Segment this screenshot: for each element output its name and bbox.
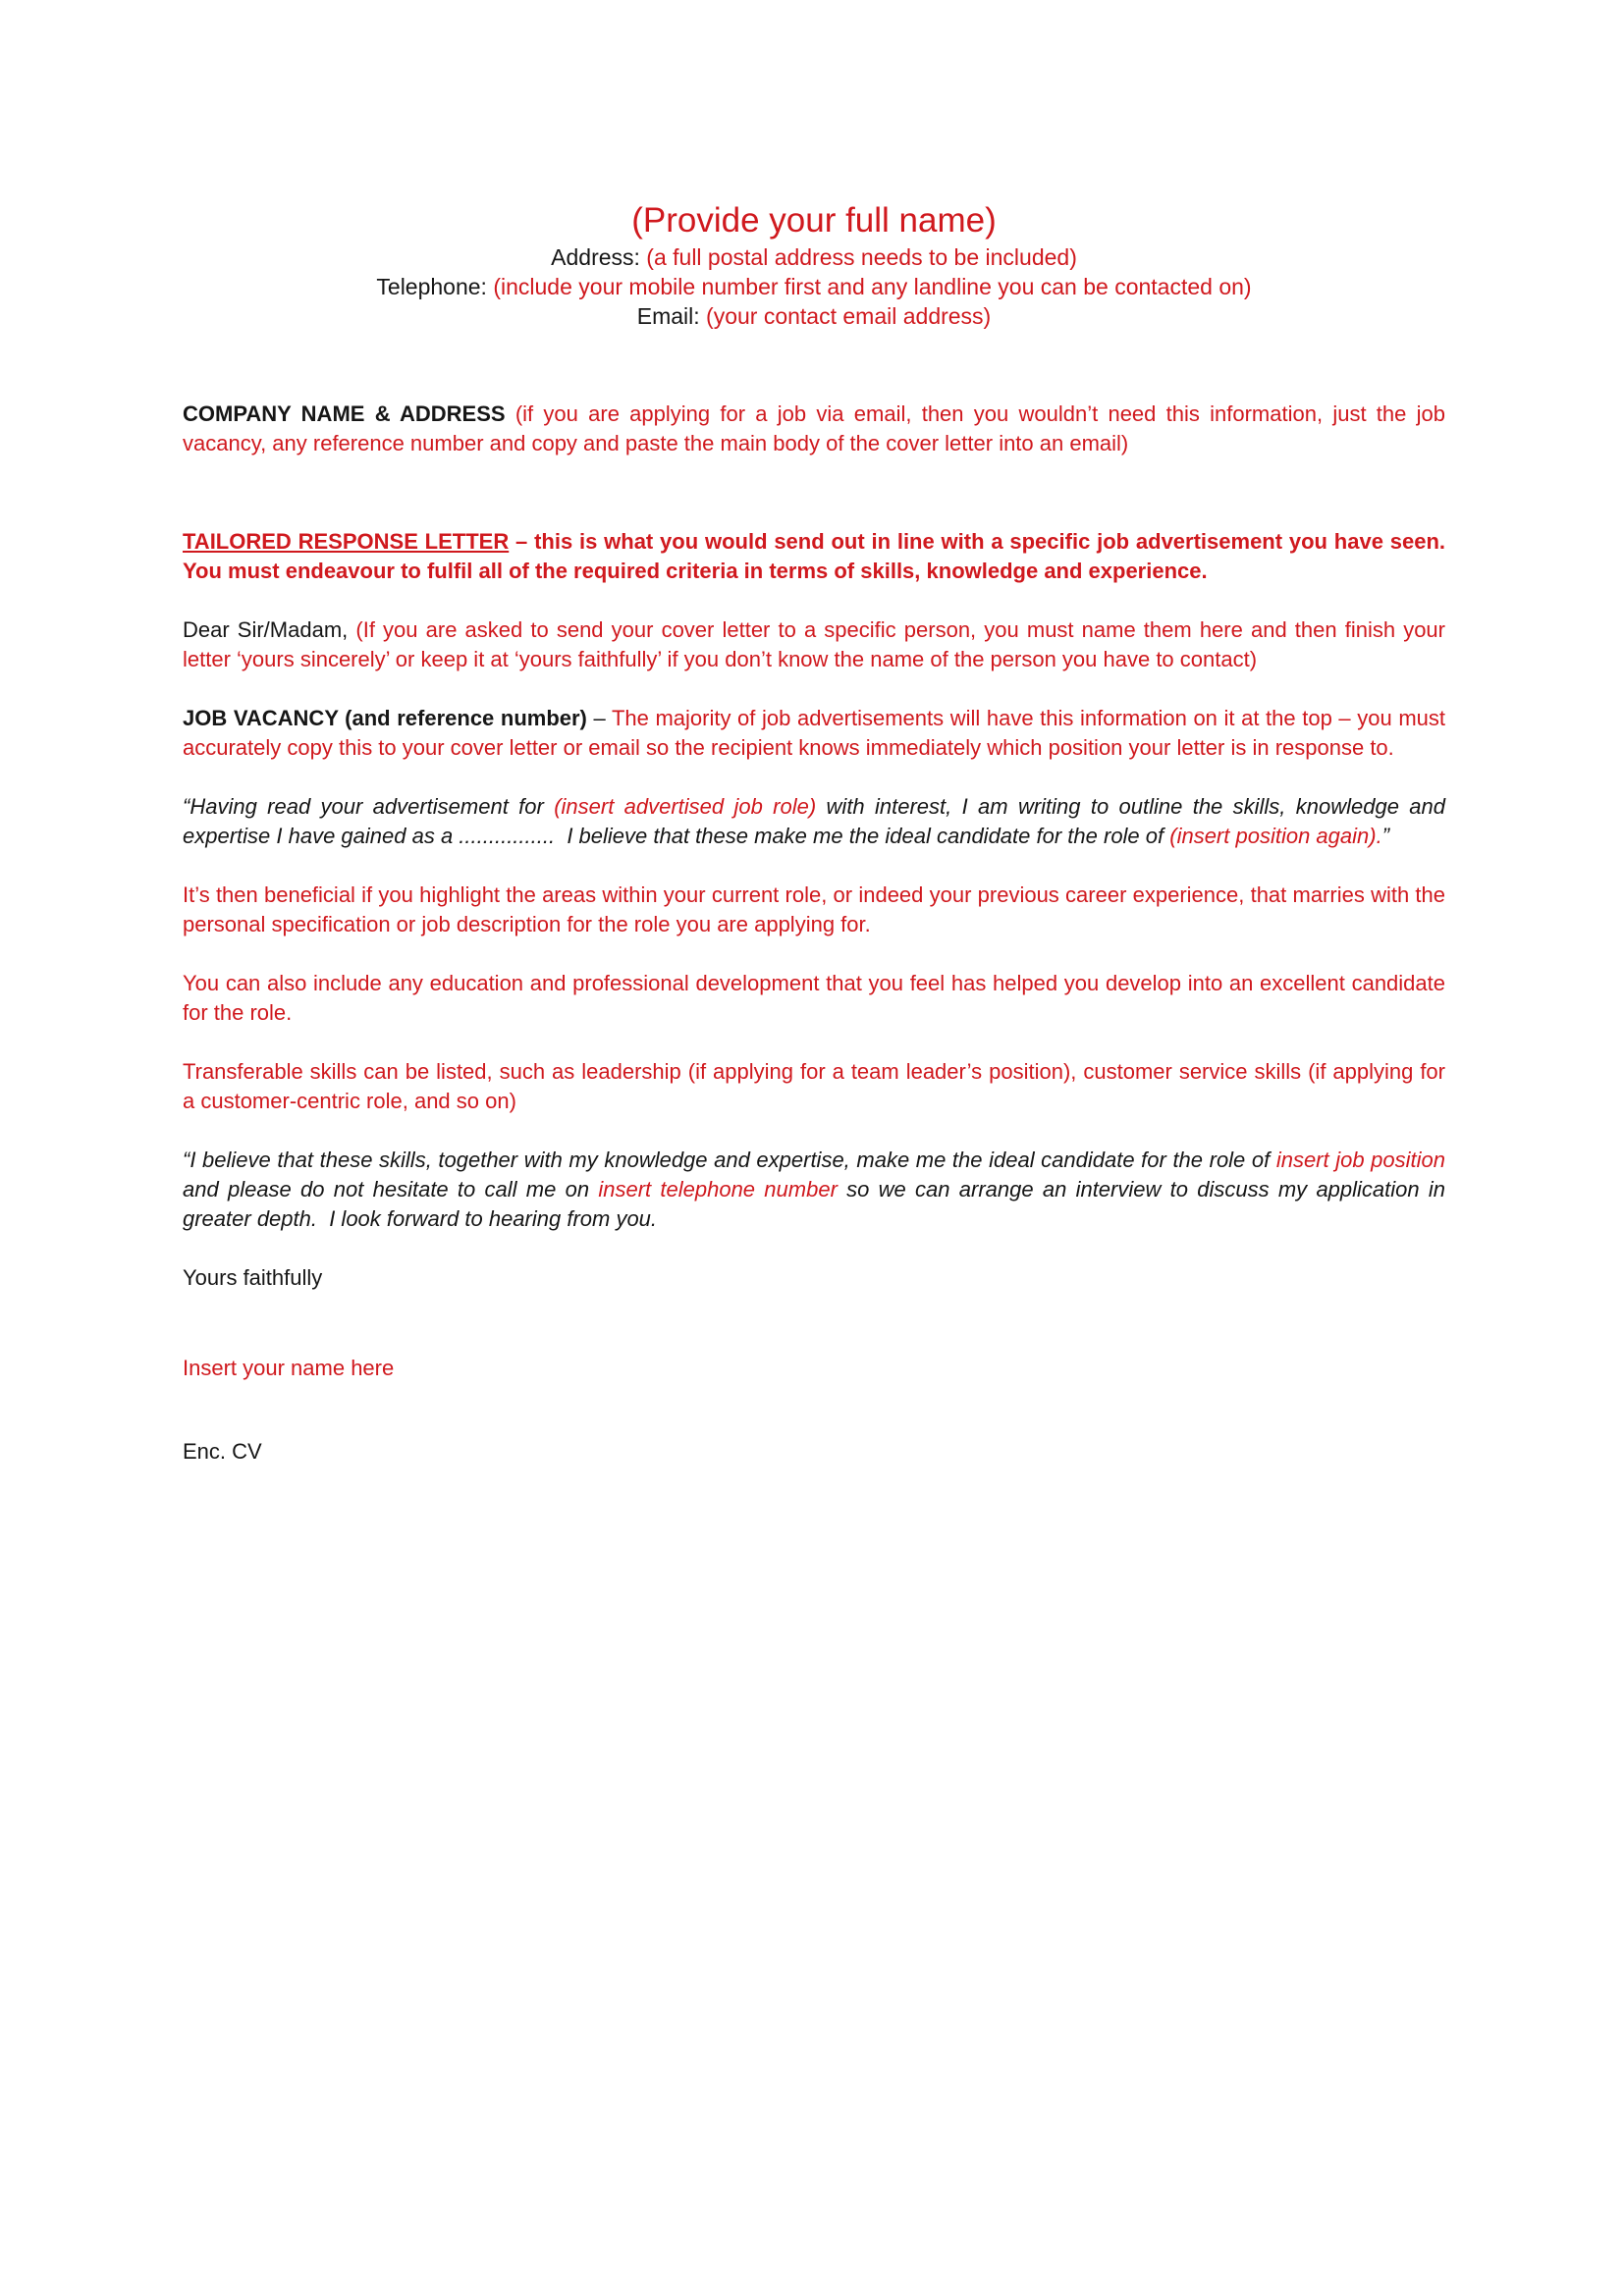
having-read-text-1: “Having read your advertisement for	[183, 794, 555, 819]
tailored-response-heading: TAILORED RESPONSE LETTER	[183, 529, 510, 554]
education-paragraph	[183, 969, 1452, 1028]
telephone-line	[183, 272, 1445, 301]
believe-text-2: and please do not hesitate to call me on	[183, 1148, 1452, 1201]
believe-text-3: so we can arrange an interview to discuss my application in greater depth. I look forward to hearing from you.	[183, 1177, 1452, 1231]
enclosure-text: Enc. CV	[183, 1439, 262, 1464]
having-read-closing-quote: ”	[1381, 824, 1390, 848]
job-vacancy-paragraph	[183, 704, 1452, 763]
company-address-paragraph	[183, 400, 1452, 458]
email-line	[183, 301, 1445, 331]
name-placeholder-text: Insert your name here	[183, 1356, 395, 1380]
insert-telephone-placeholder: insert telephone number	[598, 1177, 838, 1201]
signoff-text: Yours faithfully	[183, 1265, 323, 1290]
salutation-paragraph	[183, 615, 1452, 674]
company-address-heading: COMPANY NAME & ADDRESS	[183, 401, 515, 426]
job-vacancy-dash: –	[586, 706, 612, 730]
transferable-skills-paragraph	[183, 1057, 1452, 1116]
tailored-response-paragraph	[183, 527, 1458, 586]
believe-text-1: “I believe that these skills, together with my knowledge and expertise, make me the ideal candidate for the role of	[183, 1148, 1276, 1172]
insert-position-placeholder: (insert position again).	[1169, 824, 1382, 848]
company-address-note: (if you are applying for a job via email, then you wouldn’t need this information, just the job vacancy, any reference number and copy and paste the main body of the cover letter into an email)	[183, 401, 1452, 455]
address-label: Address:	[551, 244, 647, 270]
job-vacancy-heading: JOB VACANCY (and reference number)	[183, 706, 587, 730]
page-title: (Provide your full name)	[631, 201, 997, 240]
email-placeholder: (your contact email address)	[706, 303, 992, 329]
salutation-text: Dear Sir/Madam,	[183, 617, 356, 642]
address-line	[183, 242, 1445, 272]
address-placeholder: (a full postal address needs to be included)	[646, 244, 1077, 270]
telephone-label: Telephone:	[376, 274, 494, 299]
insert-job-role-placeholder: (insert advertised job role)	[554, 794, 817, 819]
job-vacancy-note: The majority of job advertisements will have this information on it at the top – you must accurately copy this to your cover letter or email so the recipient knows immediately which position your letter is in response to.	[183, 706, 1452, 760]
transferable-skills-text: Transferable skills can be listed, such as leadership (if applying for a team leader’s position), customer service skills (if applying for a customer-centric role, and so on)	[183, 1059, 1452, 1113]
email-label: Email:	[636, 303, 707, 329]
insert-job-position-placeholder: insert job position	[1275, 1148, 1445, 1172]
salutation-note: (If you are asked to send your cover letter to a specific person, you must name them here and then finish your letter ‘yours sincerely’ or keep it at ‘yours faithfully’ if you don’t know the name of the person you have to contact)	[183, 617, 1452, 671]
beneficial-text: It’s then beneficial if you highlight the areas within your current role, or indeed your previous career experience, that marries with the personal specification or job description for the role you are applying for.	[183, 882, 1452, 936]
telephone-placeholder: (include your mobile number first and any landline you can be contacted on)	[493, 274, 1252, 299]
having-read-text-2: with interest, I am writing to outline the skills, knowledge and expertise I have gained as a ................ I believe that these make me the ideal candidate for the role of	[183, 794, 1452, 848]
education-text: You can also include any education and professional development that you feel has helped you develop into an excellent candidate for the role.	[183, 971, 1452, 1025]
tailored-response-note: – this is what you would send out in line with a specific job advertisement you have seen. You must endeavour to fulfil all of the required criteria in terms of skills, knowledge and experience.	[183, 529, 1458, 583]
beneficial-paragraph	[183, 881, 1452, 939]
having-read-paragraph	[183, 792, 1452, 851]
believe-paragraph	[183, 1146, 1452, 1234]
